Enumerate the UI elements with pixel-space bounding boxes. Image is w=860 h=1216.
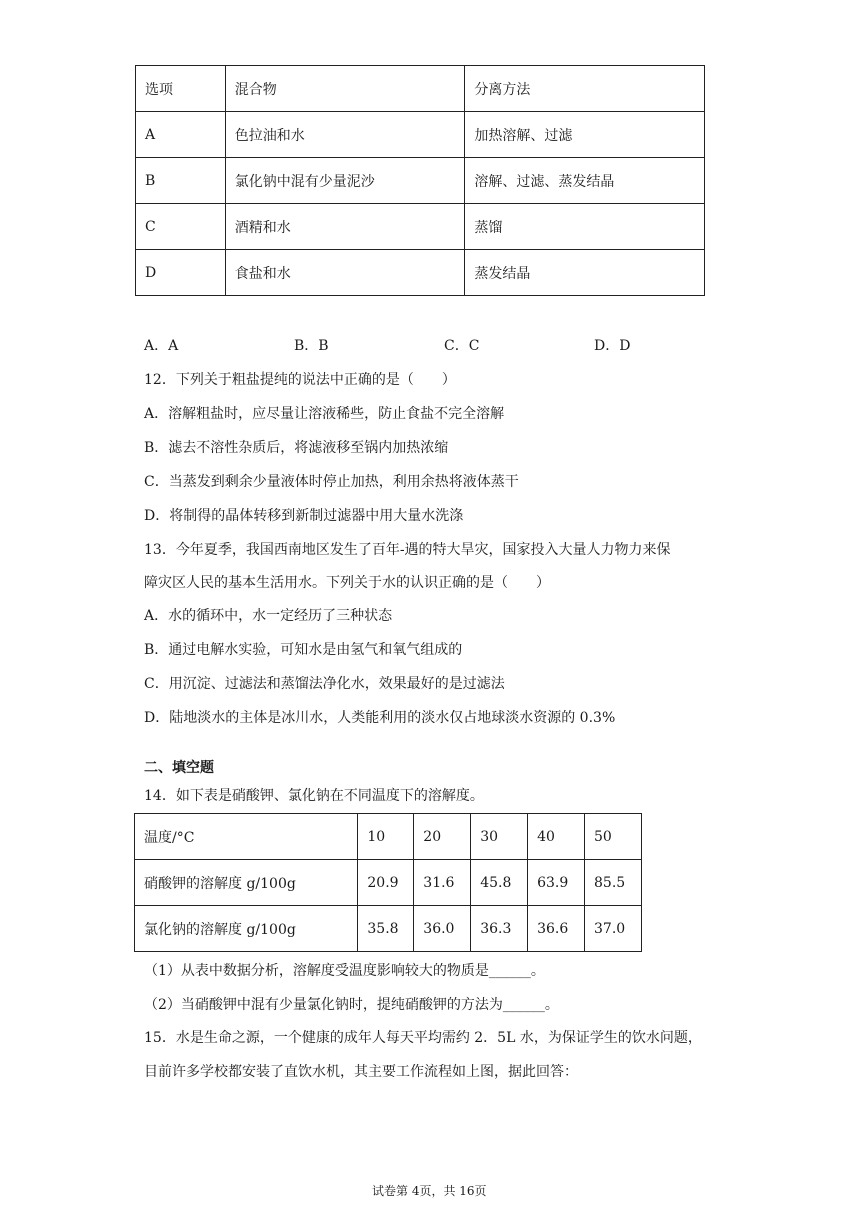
page-footer: 试卷第 4页，共 16页 (372, 1184, 487, 1198)
table-header-cell: 混合物 (225, 66, 465, 112)
table-cell: 色拉油和水 (225, 112, 465, 158)
table-cell: C (136, 204, 226, 250)
table-header-cell: 40 (528, 814, 585, 860)
table-row (136, 112, 705, 158)
q15-line2: 目前许多学校都安装了直饮水机，其主要工作流程如上图，据此回答： (144, 1064, 578, 1080)
table-row (136, 204, 705, 250)
table-row (135, 860, 642, 906)
q13-option-a: A．水的循环中，水一定经历了三种状态 (144, 608, 393, 624)
table-cell: D (136, 250, 226, 296)
q12-option-b: B．滤去不溶性杂质后，将滤液移至锅内加热浓缩 (144, 440, 449, 456)
table-row (135, 906, 642, 952)
q14-sub2: （2）当硝酸钾中混有少量氯化钠时，提纯硝酸钾的方法为______。 (144, 997, 559, 1013)
table-row (136, 158, 705, 204)
table-cell: 36.3 (471, 906, 528, 952)
table-header-cell: 选项 (136, 66, 226, 112)
table-cell: 37.0 (585, 906, 642, 952)
table-header-cell: 30 (471, 814, 528, 860)
table-cell: 酒精和水 (225, 204, 465, 250)
table-header-cell: 10 (358, 814, 414, 860)
table-header-cell: 温度/°C (135, 814, 358, 860)
table-cell: 蒸发结晶 (465, 250, 705, 296)
q15-line1: 15．水是生命之源，一个健康的成年人每天平均需约 2．5L 水，为保证学生的饮水问题， (144, 1030, 702, 1046)
q13-option-b: B．通过电解水实验，可知水是由氢气和氧气组成的 (144, 642, 463, 658)
table-cell: 硝酸钾的溶解度 g/100g (135, 860, 358, 906)
table-cell: A (136, 112, 226, 158)
q12-option-d: D．将制得的晶体转移到新制过滤器中用大量水洗涤 (144, 508, 464, 524)
table-row (136, 250, 705, 296)
table-cell: 20.9 (358, 860, 414, 906)
table-cell: 31.6 (414, 860, 471, 906)
q13-option-d: D．陆地淡水的主体是冰川水，人类能利用的淡水仅占地球淡水资源的 0.3% (144, 710, 616, 726)
table-cell: 蒸馏 (465, 204, 705, 250)
table-header-cell: 分离方法 (465, 66, 705, 112)
table-cell: 食盐和水 (225, 250, 465, 296)
table-cell: 36.6 (528, 906, 585, 952)
table-header-row (136, 66, 705, 112)
q12-stem: 12．下列关于粗盐提纯的说法中正确的是（ ） (144, 372, 456, 388)
table-header-cell: 50 (585, 814, 642, 860)
q12-option-c: C．当蒸发到剩余少量液体时停止加热，利用余热将液体蒸干 (144, 474, 519, 490)
section-title: 二、填空题 (144, 760, 214, 776)
table-header-cell: 20 (414, 814, 471, 860)
table-cell: 36.0 (414, 906, 471, 952)
solubility-table (134, 813, 642, 952)
q13-stem-line2: 障灾区人民的基本生活用水。下列关于水的认识正确的是（ ） (144, 575, 550, 591)
q12-option-a: A．溶解粗盐时，应尽量让溶液稀些，防止食盐不完全溶解 (144, 406, 505, 422)
q11-option-d: D．D (594, 338, 631, 354)
table-cell: 35.8 (358, 906, 414, 952)
table-cell: 氯化钠中混有少量泥沙 (225, 158, 465, 204)
table-cell: B (136, 158, 226, 204)
q14-sub1: （1）从表中数据分析，溶解度受温度影响较大的物质是______。 (144, 963, 545, 979)
table-cell: 63.9 (528, 860, 585, 906)
table-header-row (135, 814, 642, 860)
q11-option-c: C．C (444, 338, 480, 354)
table-cell: 溶解、过滤、蒸发结晶 (465, 158, 705, 204)
q11-option-a: A．A (144, 338, 179, 354)
q13-option-c: C．用沉淀、过滤法和蒸馏法净化水，效果最好的是过滤法 (144, 676, 505, 692)
table-cell: 85.5 (585, 860, 642, 906)
q11-option-b: B．B (294, 338, 329, 354)
table-cell: 加热溶解、过滤 (465, 112, 705, 158)
table-cell: 氯化钠的溶解度 g/100g (135, 906, 358, 952)
q14-stem: 14．如下表是硝酸钾、氯化钠在不同温度下的溶解度。 (144, 788, 484, 804)
separation-methods-table (135, 65, 705, 296)
table-cell: 45.8 (471, 860, 528, 906)
q13-stem-line1: 13．今年夏季，我国西南地区发生了百年-遇的特大旱灾，国家投入大量人力物力来保 (144, 542, 671, 558)
